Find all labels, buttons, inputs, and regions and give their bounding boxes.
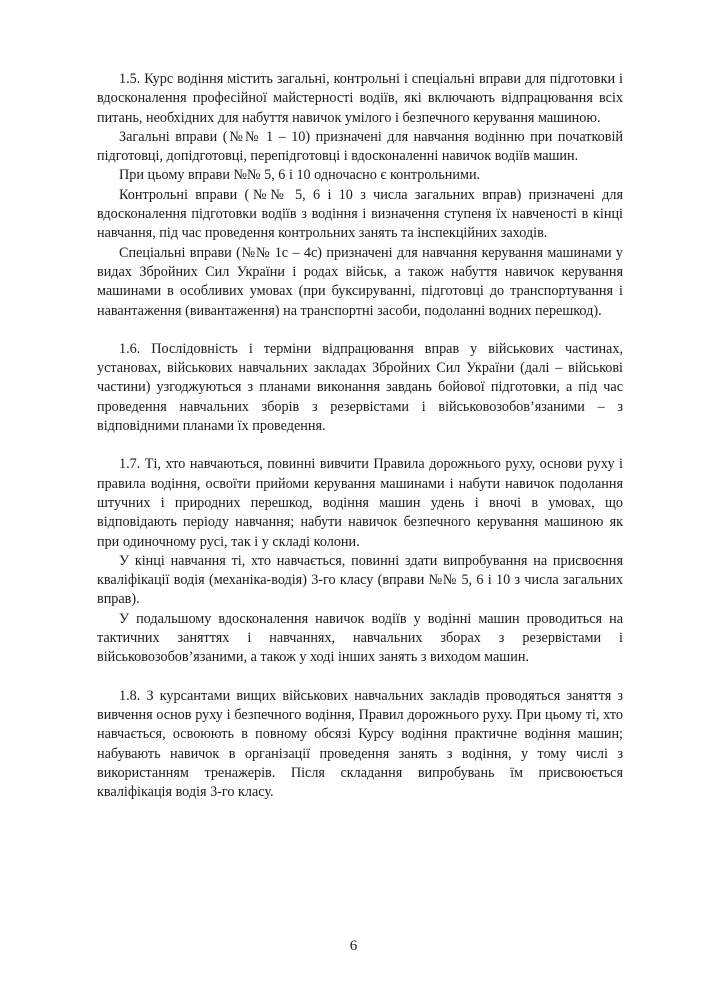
- paragraph: Загальні вправи (№№ 1 – 10) призначені для навчання водінню при початковій підготовці, допідготовці, перепідготовці і вдосконаленні навичок водіїв машин.: [97, 128, 623, 165]
- paragraph: 1.6. Послідовність і терміни відпрацювання вправ у військових частинах, установах, військових навчальних закладах Збройних Сил України (далі – військові частини) узгоджуються з планами виконання завдань бойової підготовки, а під час проведення навчальних зборів з резервістами і військовозобов’язаними – з відповідними планами їх проведення.: [97, 340, 623, 435]
- section-gap: [97, 436, 623, 455]
- section-gap: [97, 668, 623, 687]
- page-number: 6: [349, 938, 358, 954]
- paragraph: 1.7. Ті, хто навчаються, повинні вивчити Правила дорожнього руху, основи руху і правила водіння, освоїти прийоми керування машинами і набути навичок подолання штучних і природних перешкод, водіння машин удень і вночі в умовах, що відповідають періоду навчання; набути навичок безпечного керування машиною як при одиночному русі, так і у складі колони.: [97, 456, 623, 550]
- section-1-8: [97, 687, 623, 803]
- paragraph: Спеціальні вправи (№№ 1с – 4с) призначені для навчання керування машинами у видах Збройних Сил України і родах військ, а також набуття навичок керування машинами в особливих умовах (при буксируванні, підготовці до транспортування і навантаження (вивантаження) на транспортні засоби, подоланні водних перешкод).: [97, 244, 623, 319]
- paragraph: У подальшому вдосконалення навичок водіїв у водінні машин проводиться на тактичних заняттях і навчаннях, навчальних зборах з резервістами і військовозобов’язаними, а також у ході інших занять з виходом машин.: [97, 610, 623, 666]
- section-gap: [97, 321, 623, 340]
- section-1-6: [97, 340, 623, 436]
- paragraph: При цьому вправи №№ 5, 6 і 10 одночасно є контрольними.: [119, 167, 481, 184]
- paragraph: 1.8. З курсантами вищих військових навчальних закладів проводяться заняття з вивчення основ руху і безпечного водіння, Правил дорожнього руху. При цьому ті, хто навчається, освоюють в повному обсязі Курсу водіння практичне водіння машин; набувають навичок в організації проведення занять з водіння, у тому числі з використанням тренажерів. Після складання випробувань їм присвоюється кваліфікація водія 3-го класу.: [97, 687, 623, 801]
- paragraph: Контрольні вправи (№№ 5, 6 і 10 з числа загальних вправ) призначені для вдосконалення підготовки водіїв з водіння і визначення ступеня їх навченості в кінці навчання, під час проведення контрольних занять та інспекційних заходів.: [97, 186, 623, 242]
- section-1-5: [97, 70, 623, 321]
- paragraph: 1.5. Курс водіння містить загальні, контрольні і спеціальні вправи для підготовки і вдосконалення професійної майстерності водіїв, які включають відпрацювання всіх питань, необхідних для набуття навичок умілого і безпечного керування машиною.: [97, 71, 623, 126]
- section-1-7: [97, 455, 623, 667]
- paragraph: У кінці навчання ті, хто навчається, повинні здати випробування на присвоєння кваліфікації водія (механіка-водія) 3-го класу (вправи №№ 5, 6 і 10 з числа загальних вправ).: [97, 552, 623, 608]
